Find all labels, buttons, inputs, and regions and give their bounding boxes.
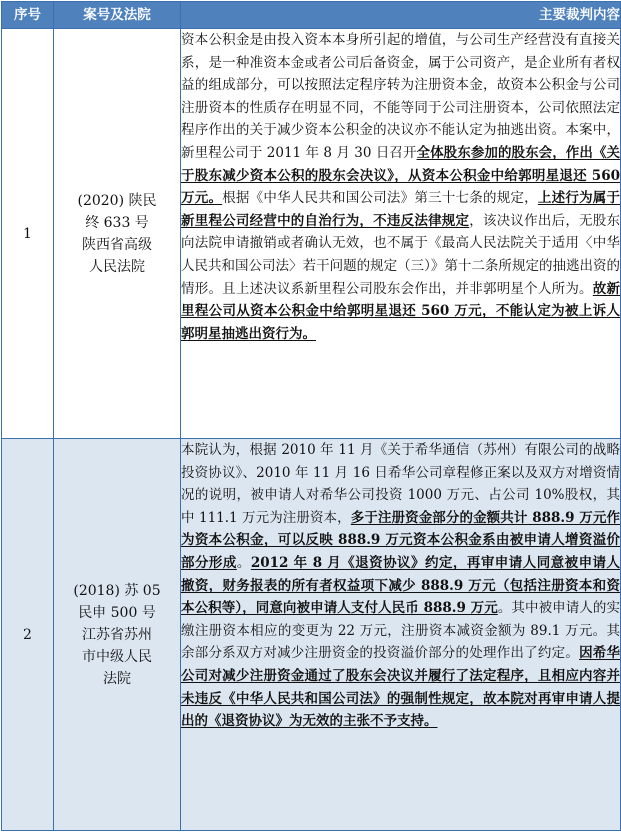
content-text: 根据《中华人民共和国公司法》第三十七条的规定， — [222, 190, 538, 207]
case-court-cell — [54, 439, 181, 831]
content-emphasis: 因希华公司对减少注册资金通过了股东会决议并履行了法定程序，且相应内容并未违反《中华人民共和国公司法》的强制性规定，故本院对再审申请人提出的《退资协议》为无效的主张不予支持。 — [181, 645, 621, 730]
header-case: 案号及法院 — [54, 2, 181, 29]
case-court-line: 终 633 号 — [85, 214, 149, 231]
content-text: 。其中被申请人的实缴注册资本相应的变更为 22 万元，注册资本减资金额为 89.1 万元。其余部分系双方对减少注册资金的投资溢价部分的处理作出了约定。 — [181, 600, 620, 662]
content-emphasis: 故新里程公司从资本公积金中给郭明星退还 560 万元，不能认定为被上诉人郭明星抽逃出资行为。 — [181, 280, 621, 342]
judgment-content — [181, 29, 621, 439]
content-text: 资本公积金是由投入资本本身所引起的增值，与公司生产经营没有直接关系，是一种准资本金或者公司后备资金，属于公司资产，是企业所有者权益的组成部分，可以按照法定程序转为注册资本金，故资本公积金与公司注册资本的性质存在明显不同，不能等同于公司注册资本，公司依照法定程序作出的关于减少资本公积金的决议亦不能认定为抽逃出资。本案中，新里程公司于 2011 年 8 月 30 日召开 — [181, 32, 620, 161]
content-text: 本院认为，根据 2010 年 11 月《关于希华通信（苏州）有限公司的战略投资协议》、2010 年 11 月 16 日希华公司章程修正案以及双方对增资情况的说明，被申请人对希华公司投资 1000 万元、占公司 10%股权，其中 111.1 万元为注册资本， — [181, 442, 620, 526]
content-text: 。 — [236, 554, 251, 571]
content-emphasis: 2012 年 8 月《退资协议》约定，再审申请人同意被申请人撤资，财务报表的所有者权益项下减少 888.9 万元（包括注册资本和资本公积等），同意向被申请人支付人民币 888.9 万元 — [181, 554, 621, 617]
table-row — [2, 29, 621, 439]
case-court-line: 法院 — [103, 670, 131, 687]
judgment-table — [1, 1, 621, 831]
content-emphasis: 上述行为属于新里程公司经营中的自治行为，不违反法律规定 — [181, 190, 621, 229]
content-emphasis: 全体股东参加的股东会，作出《关于股东减少资本公积的股东会决议》，从资本公积金中给郭明星退还 560 万元。 — [181, 144, 621, 207]
content-text: ，该决议作出后，无股东向法院申请撤销或者确认无效，也不属于《最高人民法院关于适用〈中华人民共和国公司法〉若干问题的规定（三）》第十二条所规定的抽逃出资的情形。且上述决议系新里程公司股东会作出，并非郭明星个人所为。 — [181, 212, 621, 297]
header-content: 主要裁判内容 — [181, 2, 621, 29]
case-court-line: (2018) 苏 05 — [73, 582, 161, 599]
table-row — [2, 439, 621, 831]
table-header-row — [2, 2, 621, 29]
case-court-line: 民申 500 号 — [78, 604, 156, 621]
header-seq: 序号 — [2, 2, 54, 29]
case-court-cell — [54, 29, 181, 439]
row-seq: 1 — [2, 29, 54, 439]
case-court-line: 江苏省苏州 — [82, 626, 152, 643]
case-court-line: 人民法院 — [89, 258, 145, 275]
case-court-line: (2020) 陕民 — [77, 192, 157, 209]
case-court-line: 陕西省高级 — [82, 236, 152, 253]
row-seq: 2 — [2, 439, 54, 831]
case-court-line: 市中级人民 — [82, 648, 152, 665]
content-emphasis: 多于注册资金部分的金额共计 888.9 万元作为资本公积金，可以反映 888.9 万元资本公积金系由被申请人增资溢价部分形成 — [181, 509, 620, 571]
judgment-content — [181, 439, 621, 831]
